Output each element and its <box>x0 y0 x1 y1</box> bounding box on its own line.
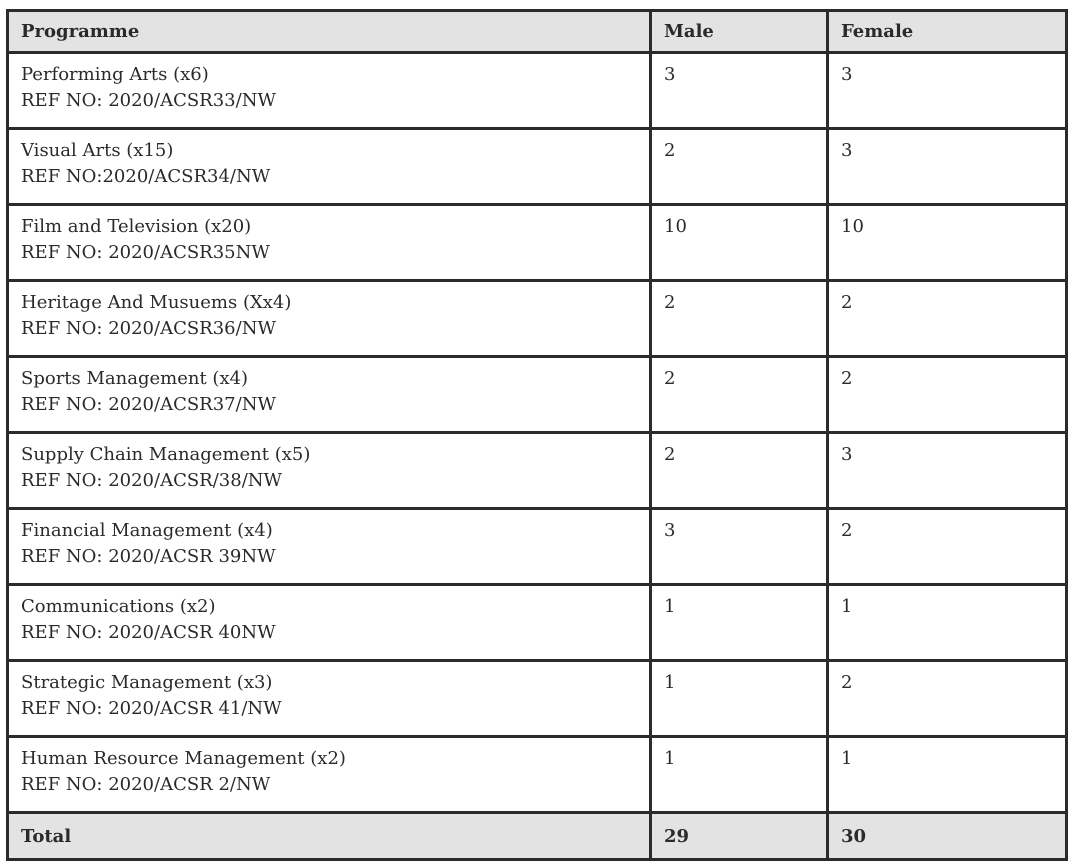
male-count-cell: 1 <box>651 585 828 661</box>
table-row <box>8 53 1067 129</box>
programme-table-container <box>6 9 1065 861</box>
programme-cell <box>8 585 651 661</box>
programme-name: Performing Arts (x6) <box>21 64 209 85</box>
programme-name: Supply Chain Management (x5) <box>21 444 311 465</box>
table-body <box>8 53 1067 813</box>
programme-cell <box>8 53 651 129</box>
programme-table <box>6 9 1068 861</box>
table-row <box>8 205 1067 281</box>
female-count-cell: 1 <box>828 585 1067 661</box>
header-female: Female <box>828 11 1067 53</box>
programme-ref-number: REF NO: 2020/ACSR 39NW <box>21 546 276 567</box>
male-count-cell: 2 <box>651 433 828 509</box>
programme-name: Sports Management (x4) <box>21 368 249 389</box>
table-header <box>8 11 1067 53</box>
programme-name: Heritage And Musuems (Xx4) <box>21 292 292 313</box>
male-count-cell: 2 <box>651 357 828 433</box>
header-row <box>8 11 1067 53</box>
header-programme: Programme <box>8 11 651 53</box>
programme-cell <box>8 357 651 433</box>
programme-ref-number: REF NO: 2020/ACSR 40NW <box>21 622 276 643</box>
programme-cell <box>8 433 651 509</box>
table-footer <box>8 813 1067 860</box>
table-row <box>8 585 1067 661</box>
table-row <box>8 281 1067 357</box>
male-count-cell: 3 <box>651 53 828 129</box>
female-count-cell: 2 <box>828 281 1067 357</box>
programme-cell <box>8 661 651 737</box>
male-count-cell: 2 <box>651 129 828 205</box>
programme-name: Film and Television (x20) <box>21 216 252 237</box>
programme-name: Communications (x2) <box>21 596 216 617</box>
programme-ref-number: REF NO: 2020/ACSR 2/NW <box>21 774 271 795</box>
table-row <box>8 357 1067 433</box>
total-label: Total <box>8 813 651 860</box>
female-count-cell: 2 <box>828 509 1067 585</box>
programme-ref-number: REF NO: 2020/ACSR 41/NW <box>21 698 282 719</box>
programme-ref-number: REF NO: 2020/ACSR35NW <box>21 242 270 263</box>
programme-ref-number: REF NO: 2020/ACSR36/NW <box>21 318 276 339</box>
female-count-cell: 2 <box>828 661 1067 737</box>
male-count-cell: 1 <box>651 737 828 813</box>
programme-ref-number: REF NO: 2020/ACSR/38/NW <box>21 470 283 491</box>
programme-cell <box>8 737 651 813</box>
programme-cell <box>8 509 651 585</box>
male-count-cell: 1 <box>651 661 828 737</box>
programme-ref-number: REF NO:2020/ACSR34/NW <box>21 166 271 187</box>
programme-name: Financial Management (x4) <box>21 520 273 541</box>
programme-name: Human Resource Management (x2) <box>21 748 346 769</box>
programme-ref-number: REF NO: 2020/ACSR33/NW <box>21 90 276 111</box>
male-count-cell: 2 <box>651 281 828 357</box>
programme-cell <box>8 129 651 205</box>
programme-cell <box>8 205 651 281</box>
female-count-cell: 2 <box>828 357 1067 433</box>
table-row <box>8 661 1067 737</box>
table-row <box>8 737 1067 813</box>
header-male: Male <box>651 11 828 53</box>
total-row <box>8 813 1067 860</box>
female-count-cell: 3 <box>828 53 1067 129</box>
male-count-cell: 10 <box>651 205 828 281</box>
total-female: 30 <box>828 813 1067 860</box>
male-count-cell: 3 <box>651 509 828 585</box>
programme-name: Strategic Management (x3) <box>21 672 273 693</box>
female-count-cell: 10 <box>828 205 1067 281</box>
total-male: 29 <box>651 813 828 860</box>
female-count-cell: 3 <box>828 433 1067 509</box>
table-row <box>8 129 1067 205</box>
programme-name: Visual Arts (x15) <box>21 140 174 161</box>
table-row <box>8 509 1067 585</box>
programme-cell <box>8 281 651 357</box>
programme-ref-number: REF NO: 2020/ACSR37/NW <box>21 394 276 415</box>
table-row <box>8 433 1067 509</box>
female-count-cell: 3 <box>828 129 1067 205</box>
female-count-cell: 1 <box>828 737 1067 813</box>
